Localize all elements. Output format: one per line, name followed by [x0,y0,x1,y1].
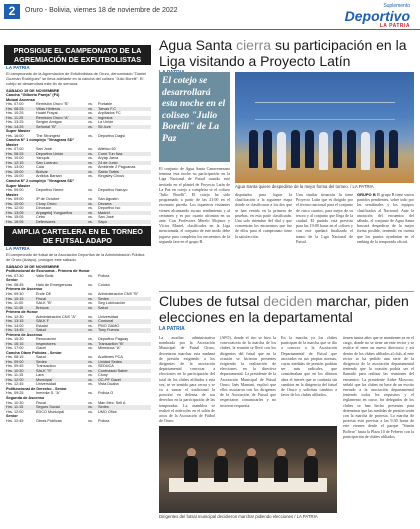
match-time: Hrs. 13:05 [6,210,24,215]
away-team: Ambiente 2 Paguanas [98,165,136,170]
versus-label: vs. [88,359,93,364]
match-time: Hrs. 11:15 [6,373,24,378]
versus-label: vs. [88,201,93,206]
versus-label: vs. [88,120,93,125]
logo-small-text: Suplemento [383,3,410,9]
versus-label: vs. [88,373,93,378]
away-team: San Agustín [98,197,119,202]
home-team: Bolívar [36,169,48,174]
article-column: En la marcha ya los clubes participan de la marcha que se dio a conocer a la Asociación Departamental de Futsal que asociados en sus propias normas, cuyas medidas de presión podrían ser más radicales, que consideraban que en los últimos años el interés que se continúa sin cambios en la dirigencia del futsal de Oruro y solicitan cambios a favor de los clubes afiliados. [281,335,337,398]
home-team: Sergen Amigos [36,120,62,125]
versus-label: vs. [88,169,93,174]
versus-label: vs. [88,147,93,152]
match-time: Hrs. 12:45 [6,418,24,423]
away-team: Policía [98,418,110,423]
away-team: Sabio Tarbis [98,169,119,174]
schedule-rows [4,401,151,415]
match-time: Hrs. 16:00 [6,174,24,179]
article-column [357,192,414,288]
match-time: Hrs. 08:15 [6,355,24,360]
versus-label: vs. [88,296,93,301]
dateline: Oruro - Bolivia, viernes 18 de noviembre de 2022 [25,7,178,14]
away-team: Comunal [98,319,114,324]
schedule-rows [4,337,151,351]
away-team: Deportivo Iso [98,206,121,211]
away-team: UMO Ofice [98,409,117,414]
home-team: Cluny Oruro [36,201,57,206]
away-team: Man Mec. Sell A [98,400,126,405]
versus-label: vs. [88,133,93,138]
banner-adapo: AMPLIA CARTELERA EN EL TORNEO DE FUTSAL ADAPO [4,226,151,246]
match-time: Hrs. 11:15 [6,405,24,409]
article-column: La auxiliar administrativa nombrada por la Asociación Municipal de Futsal Oruro, decretaron marchar esta mañana de presión exigiendo a los dirigentes de la asociación departamental convocar a elecciones en la participación del total de los clubes afiliados a esta vez, se ve sentido para cerrar y se va a sumar el tradicional la posición en defensa de sus derechos en la participación de las temporadas. La asamblea se realizó el miércoles en el salón de actos de la Asociación de Fútbol de Oruro. [159,335,215,423]
home-team: Remisión Oruro "A" [36,115,69,120]
away-team: Coloso [98,282,110,287]
home-team: Seguro Social [36,405,60,409]
away-team: Kingsley Circus [98,174,125,179]
match-time: Hrs. 13:00 [6,165,24,170]
subheading: GRUPO B [357,192,376,197]
supplement-logo [345,3,410,29]
versus-label: vs. [88,156,93,161]
schedule-rows [4,102,151,129]
schedule-rows [4,292,151,310]
logo-big-text: Deportivo [344,8,410,24]
away-team: Seg Lubricación [98,301,126,306]
photo-person [291,130,300,168]
schedule-row [4,274,151,279]
schedule-group-title: Segunda de Ascenso [6,395,45,400]
away-team: Tarvas F.C [98,106,116,111]
headline-highlight: cierra [236,37,272,53]
headline-part: Agua Santa [159,37,237,53]
schedule-row [4,410,151,415]
versus-label: vs. [88,337,93,342]
home-team: Inspectores [36,341,56,346]
schedule-row [4,220,151,225]
photo-person [244,456,258,482]
match-time: Hrs. 12:00 [6,206,24,211]
left-column [4,45,151,525]
match-time: Hrs. 11:45 [6,305,24,310]
photo-person [263,130,272,168]
schedule-group-title: Primera de Ascenso [6,287,43,292]
page-number: 2 [4,4,20,19]
schedule-group-title: Super Master [6,183,31,188]
home-team: Yanquis [36,156,50,161]
match-time: Hrs. 12:00 [6,409,24,414]
versus-label: vs. [88,364,93,369]
photo-person [389,130,398,168]
home-team: Dinosaur [36,206,52,211]
home-team: San José [36,147,52,152]
versus-label: vs. [88,418,93,423]
versus-label: vs. [88,323,93,328]
match-time: Hrs. 15:00 [6,169,24,174]
schedule-group-title: Cancha N° 1 complejo "Vinagrara SD" [6,138,75,143]
versus-label: vs. [88,102,93,107]
away-team: Administración CNS "B" [98,292,139,297]
photo-person [375,130,384,168]
match-time: Hrs. 08:25 [6,106,24,111]
schedule-rows [4,274,151,279]
versus-label: vs. [88,319,93,324]
source-label: LA PATRIA [6,246,30,252]
article-columns [235,192,414,288]
match-time: Hrs. 14:00 [6,323,24,328]
match-time: Hrs. 11:25 [6,115,24,120]
home-team: Fiscal [36,400,46,405]
versus-label: vs. [88,206,93,211]
match-time: Hrs. 13:25 [6,120,24,125]
away-team: Unidad Sedes [98,359,122,364]
away-team: Sedes [98,405,109,409]
home-team: SALK F [36,319,50,324]
intro-text: El campeonato de futsal de la Asociación Deportiva de la Administración Pública de Oruro (Adapo), prosigue este sábado. [6,252,145,263]
home-team: San Lorenzo [36,160,58,165]
away-team: Transaction "B" [98,341,124,346]
source-label: LA PATRIA [6,65,30,70]
photo-caption [235,184,414,189]
home-team: The Strongest [36,133,60,138]
versus-label: vs. [88,314,93,319]
versus-label: vs. [88,273,93,278]
match-time: Hrs. 12:00 [6,377,24,382]
away-team: Deportivo Naruyo [98,188,128,193]
home-team: Universidad [36,382,57,387]
match-time: Hrs. 09:00 [6,359,24,364]
photo-net [255,102,395,120]
headline-part: Clubes de futsal [159,293,264,309]
away-team: PMO GAMO [98,323,120,328]
versus-label: vs. [88,292,93,297]
away-team: Policia O [98,391,114,396]
versus-label: vs. [88,382,93,387]
match-time: Hrs. 17:00 [6,346,24,351]
schedule-row [4,419,151,424]
home-team: Fiscal [36,296,46,301]
versus-label: vs. [88,377,93,382]
match-time: Hrs. 12:45 [6,382,24,387]
home-team: Deportivo Neme [36,188,64,193]
home-team: Lara [36,373,44,378]
versus-label: vs. [88,165,93,170]
article-column: (AFO), donde el tiro se hizo la convocatoria de la marcha de los clubes, la reunión se llevó con los dirigentes del futsal que en la ocasión se hicieron presentes exigiendo la realización de elecciones en la directiva departamental. La presidente de la Asociación Municipal de Futsal Oruro, Inés Mamani, explicó que ellos asociaron con los dirigentes de la Asociación de Futsal que respectaron comunicarles y no tuvieron respuesta. [220,335,276,408]
home-team: Salud [36,328,46,333]
headline-part: su participación en la Liga visitando a Proyecto Latín [159,37,407,69]
photo-person [304,456,318,482]
versus-label: vs. [88,124,93,129]
schedule-rows [4,315,151,333]
away-team: Auditores PCA [98,355,123,360]
home-team: Gacel [36,346,46,351]
match-time: Hrs. 13:15 [6,319,24,324]
schedule-group-title: Polifuncional de Derecho - Senior [6,386,67,391]
schedule-group-title: Super Master [6,129,31,134]
match-time: Hrs. 08:25 [6,151,24,156]
match-time: Hrs. 16:15 [6,341,24,346]
home-team: Ende DE [36,292,52,297]
versus-label: vs. [88,174,93,179]
home-team: Halo de Emergencias [36,282,73,287]
away-team: Sedes [98,296,109,301]
photo-person [305,130,314,168]
schedule-rows [4,188,151,193]
away-team: Universidad [98,314,119,319]
away-team: Tony Fuerza [98,328,119,333]
away-team: 24 de Junio [98,160,118,165]
logo-sub-text: LA PATRIA [379,23,410,29]
meeting-photo [159,426,337,513]
schedule-rows [4,419,151,424]
versus-label: vs. [88,197,93,202]
versus-label: vs. [88,305,93,310]
home-team: Arpagetoj Yungueños [36,210,73,215]
home-team: Antidus Barsan [36,174,62,179]
photo-person [319,132,328,170]
away-team: Deportivo Paguay [98,337,129,342]
photo-person [361,132,370,170]
away-team: Portable [98,102,113,107]
home-team: Defensores [36,219,56,224]
versus-label: vs. [88,210,93,215]
schedule-group-title: Master [6,192,19,197]
schedule-group-title: Primera de Honor [6,310,38,315]
home-team: Renovación [36,337,57,342]
schedule-group-title: Mutual Ascensa [6,97,35,102]
home-team: 3ª de Octubre [36,197,60,202]
match-time: Hrs. 10:15 [6,296,24,301]
away-team: Sapo [98,219,107,224]
match-time: Hrs. 09:25 [6,391,24,396]
schedule-group-title: Master [6,142,19,147]
versus-label: vs. [88,409,93,414]
match-time: Hrs. 10:30 [6,400,24,405]
home-team: Remisión Oruro "B" [36,102,69,107]
versus-label: vs. [88,106,93,111]
match-time: Hrs. 08:45 [6,282,24,287]
home-team: Inmedia S. "A" [36,391,61,396]
match-time: Hrs. 07:30 [6,273,24,278]
article-kicker: LA PATRIA [159,326,185,332]
photo-person [277,132,286,170]
schedule-row [4,188,151,193]
home-team: Señorial "B" [36,124,57,129]
schedule-group-title: Polifuncional de Economía - Primera de Honor [6,269,90,274]
column-text: El grupo B tiene varios partidos pendientes, sobre todo por las semifinales y los equipos clasificados al Nacional. Ante la anotación del encuentro del sábado, el conjunto de Agua Santa buscará despedirse de la mejor forma posible, teniendo en cuenta que los puntos ayudarían en el ranking de la temporada oficial. [357,192,414,244]
intro-text: El campeonato de la Agremiación de Exfutbolistas de Oruro, denominado "Daniel Guzmán Rodríguez" se lleva adelante en la cancha del coliseo "Julio Borelli". El cotejo se desarrollará este fin de semana. [6,71,147,86]
schedule-rows [4,355,151,387]
away-team: Salud [98,305,108,310]
away-team: OC-PF Gacel [98,377,121,382]
away-team: Aryap Jarca [98,156,119,161]
match-time: Hrs. 16:00 [6,133,24,138]
schedule-group-title: Senior [6,414,18,418]
home-team: Municipal [36,377,53,382]
home-team: SALK "S" [36,368,52,373]
schedule-group-title: Primera de Ascenso [6,332,43,337]
versus-label: vs. [88,346,93,351]
headline-part: marchar, piden elecciones en la departamental [159,293,409,325]
match-time: Hrs. 07:00 [6,147,24,152]
photo-person [347,130,356,168]
home-team: Administración CNS "A" [36,314,77,319]
photo-person [333,130,342,168]
caption-credit: / LA PATRIA [350,184,374,189]
versus-label: vs. [88,282,93,287]
match-time: Hrs. 12:15 [6,160,24,165]
article-column: disputados para lograr la clasificación a la siguiente etapa donde se clasificaron a los dos que se han venido en la primera de pruebas, en esta parte clasificarán. Una solo miembro del dial y que concentrán los encuentros que fue de ellos para el campeonato tiene la satisfacción. [235,192,292,239]
headline-highlight: deciden [263,293,313,309]
home-team: Brincos [36,305,49,310]
photo-person [249,130,258,168]
match-time: Hrs. 09:30 [6,292,24,297]
schedule-rows [4,147,151,179]
schedule-title: SÁBADO 19 DE NOVIEMBRE [6,264,60,270]
match-time: Hrs. 14:25 [6,124,24,129]
schedule-title: SÁBADO 19 DE NOVIEMBRE [6,88,60,93]
versus-label: vs. [88,328,93,333]
versus-label: vs. [88,391,93,396]
away-team: Mineduca "A" [98,346,121,351]
match-time: Hrs. 15:30 [6,337,24,342]
versus-label: vs. [88,219,93,224]
versus-label: vs. [88,111,93,116]
home-team: EDCO Municipal [36,409,65,414]
home-team: Sedes [36,359,47,364]
article-body: El conjunto de Agua Santa Canavenezano termina esta noche su participación en la Liga Nacional de Futsal cuando esté invitado en el plantel de Proyecto Latín de La Paz en cotejo a completar se el coliseo "Julio Borelli". El cotejo ha sido programado a partir de las 21:00 en el escenario paceño. Los tiqueteros visitantes vienen alcanzando escaso rendimiento y al certamen y es por cuanto afrontan en su ante. Con Profesores Merelo Mojinos y Víctor Muriel, clasificados en la Liga mencionada, el conjunto de este modo debe jugarse para completar los encuentros de la segunda fase en el grupo B. [159,166,230,244]
away-team: Stl Jure [98,124,111,129]
photo-person [184,456,198,482]
schedule-list [4,269,151,423]
article-dek: El cotejo se desarrollará esta noche en el coliseo "Julio Borelli" de La Paz [159,72,230,162]
home-team: Obras Públicas [36,418,62,423]
match-time: Hrs. 10:25 [6,111,24,116]
home-team: Valle Bolis [36,273,54,278]
article-columns [159,335,337,423]
schedule-group-title: Cancha Olave Policías - Senior [6,350,62,355]
match-time: Hrs. 10:30 [6,368,24,373]
divider [159,291,414,292]
match-time: Hrs. 16:05 [6,219,24,224]
versus-label: vs. [88,151,93,156]
article-column: tienen tantos años que se mantienen ya en el cargo, donde no se tiene un ente rector y se realice el tener un nuevo directorio y así dentro de los clubes afiliados al club, al ente rector se ha pedido una serie de la dirigencia de la asociación departamental teniendo que la ocasión podría ser el llamado para realizar las reuniones del encuentro. La presidente Aidee Moscoso, señaló que los clubes en base de un escrito enviado a la asociación departamental teniendo todos los requisitos y el reglamento en curso, los delegados de los clubes se han hecho presentes para determinar que las medidas de presión serán con la marcha de protesta. La marcha de protesta está prevista a las 9:30 horas de este viernes desde el parque "Simón Bolívar" hasta la Plaza 10 de Febrero con la participación de clubes afiliados. [343,335,414,439]
caption-text: Agua Santa quiere despedirse de la mejor forma del torneo. [235,184,349,189]
away-team: Controlado Saber [98,368,128,373]
article-headline [159,38,414,69]
match-time: Hrs. 07:00 [6,102,24,107]
banner-exfutbolistas: PROSIGUE EL CAMPEONATO DE LA AGREMIACIÓN DE EXFUTBOLISTAS [4,45,151,65]
match-time: Hrs. 11:00 [6,301,24,306]
schedule-group-title: Cancha "Gilberto Pareja" (F4) [6,93,60,97]
article-futsal [159,294,414,332]
schedule-list [4,93,151,224]
home-team: Estatal [36,323,48,328]
away-team: Arpillados FC [98,111,121,116]
versus-label: vs. [88,301,93,306]
home-team: Cala [36,165,44,170]
schedule-row [4,328,151,333]
photo-person [274,456,288,482]
match-time: Hrs. 09:00 [6,188,24,193]
away-team: Vista Duaba [98,382,119,387]
away-team: Dezarra [98,201,112,206]
away-team: Atlético 60 [98,147,116,152]
versus-label: vs. [88,405,93,409]
versus-label: vs. [88,115,93,120]
match-time: Hrs. 15:05 [6,215,24,220]
team-photo [235,72,414,183]
home-team: SALK "B" [36,301,52,306]
home-team: Deportivo Unión [36,151,64,156]
match-time: Hrs. 10:00 [6,201,24,206]
match-time: Hrs. 10:00 [6,156,24,161]
away-team: Madrid [98,210,110,215]
schedule-group-title: Cancha N° 2 complejo "Vinagrara SD" [6,178,75,183]
away-team: Cluny [98,373,108,378]
schedule-rows [4,197,151,224]
away-team: Cornt Tun Naz [98,151,123,156]
away-team: San José [98,215,114,220]
versus-label: vs. [88,355,93,360]
schedule-group-title: Senior [6,278,18,283]
versus-label: vs. [88,160,93,165]
home-team: Transaction [36,364,56,369]
home-team: Huabi Frayal [36,111,58,116]
versus-label: vs. [88,341,93,346]
photo-person [214,456,228,482]
away-team: Deportivo Dagsi [98,133,126,138]
away-team: Ingresos [98,115,113,120]
match-time: Hrs. 09:45 [6,364,24,369]
caption-credit: / LA PATRIA [294,514,318,519]
home-team: Villas Hinteros [36,106,61,111]
photo-caption [159,514,337,519]
article-column: Una similar situación la tiene Proyecto Latín que es dirigido por el técnico nacional para el conjunto de cinco cuartos, para mejor de su tesoro y al conjunto que llega de la ciudad. El partido está previsto para las 19:00 horas en el coliseo y con este quedará finalizado el tramo de la Liga Nacional de Futsal. [296,192,353,244]
match-time: Hrs. 09:00 [6,197,24,202]
article-agua-santa [159,38,414,76]
match-time: Hrs. 14:45 [6,328,24,333]
away-team: La Unión [98,120,114,125]
caption-text: Dirigentes del futsal municipal decidieron marchar pidiendo elecciones [159,514,293,519]
versus-label: vs. [88,368,93,373]
away-team: SEDUCA [98,364,114,369]
match-time: Hrs. 12:30 [6,314,24,319]
versus-label: vs. [88,400,93,405]
home-team: Cebu [36,215,46,220]
versus-label: vs. [88,188,93,193]
away-team: Policía [98,273,110,278]
versus-label: vs. [88,215,93,220]
page-header [0,0,420,30]
article-headline [159,294,414,325]
home-team: Salud [36,355,46,360]
